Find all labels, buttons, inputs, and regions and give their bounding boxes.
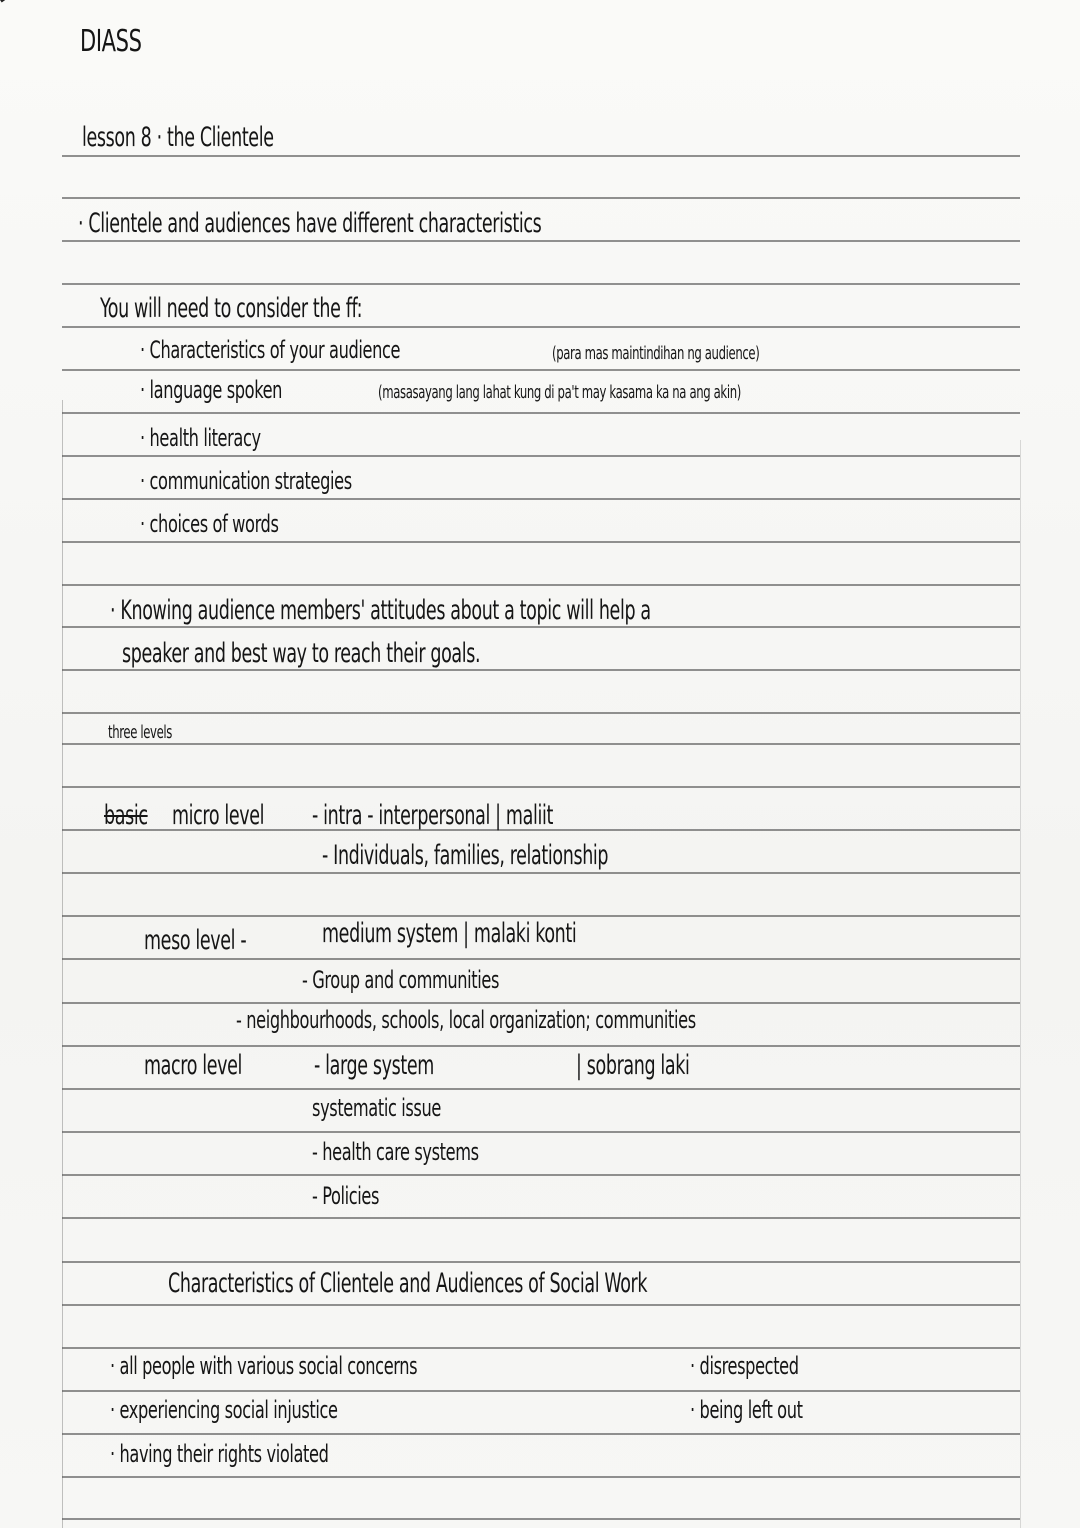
subject-title: DIASS: [80, 24, 142, 59]
characteristic-item: · all people with various social concerns: [110, 1352, 418, 1380]
ruled-line: [62, 626, 1020, 628]
consider-item: · communication strategies: [140, 467, 352, 495]
ruled-line: [62, 1261, 1020, 1263]
ruled-line: [62, 1347, 1020, 1349]
ruled-line: [62, 197, 1020, 199]
meso-level-definition: medium system | malaki konti: [322, 918, 577, 949]
meso-level-detail: - neighbourhoods, schools, local organization; communities: [236, 1006, 696, 1034]
ruled-line: [62, 743, 1020, 745]
page-edge: [1020, 440, 1021, 1528]
consider-intro: You will need to consider the ff:: [100, 293, 363, 324]
macro-level-label: macro level: [144, 1050, 243, 1081]
note-knowing-audience-line2: speaker and best way to reach their goals.: [122, 638, 481, 669]
characteristic-item: · being left out: [690, 1396, 803, 1424]
micro-level-detail: - Individuals, families, relationship: [322, 840, 609, 871]
ruled-line: [62, 155, 1020, 157]
ruled-line: [62, 283, 1020, 285]
consider-item: · health literacy: [140, 424, 261, 452]
ruled-line: [62, 1002, 1020, 1004]
ruled-line: [62, 541, 1020, 543]
ruled-line: [62, 326, 1020, 328]
levels-heading: three levels: [108, 722, 173, 743]
ruled-line: [62, 786, 1020, 788]
ruled-line: [62, 958, 1020, 960]
consider-item: · language spoken: [140, 376, 283, 404]
ruled-line: [62, 1433, 1020, 1435]
meso-level-label: meso level -: [144, 925, 247, 956]
macro-level-detail: - health care systems: [312, 1138, 479, 1166]
ruled-line: [62, 1518, 1020, 1520]
ruled-line: [62, 915, 1020, 917]
macro-level-detail: systematic issue: [312, 1094, 441, 1122]
ruled-line: [62, 1131, 1020, 1133]
ruled-line: [62, 872, 1020, 874]
ruled-line: [62, 1088, 1020, 1090]
consider-item-note: (masasayang lang lahat kung di pa't may kasama ka na ang akin): [378, 382, 741, 403]
micro-level-label: micro level: [172, 800, 265, 831]
ruled-line: [62, 1390, 1020, 1392]
note-knowing-audience-line1: · Knowing audience members' attitudes about a topic will help a: [110, 595, 651, 626]
margin-line: [62, 400, 63, 1528]
consider-item-note: (para mas maintindihan ng audience): [552, 343, 760, 364]
ruled-line: [62, 240, 1020, 242]
corner-mark: [0, 0, 21, 14]
ruled-line: [62, 1174, 1020, 1176]
macro-level-detail: - Policies: [312, 1182, 380, 1210]
ruled-line: [62, 712, 1020, 714]
ruled-line: [62, 669, 1020, 671]
ruled-line: [62, 498, 1020, 500]
micro-level-definition: - intra - interpersonal | maliit: [312, 800, 553, 831]
characteristic-item: · disrespected: [690, 1352, 799, 1380]
lesson-title: lesson 8 · the Clientele: [82, 122, 274, 153]
note-clientele-characteristics: · Clientele and audiences have different characteristics: [78, 208, 542, 239]
ruled-line: [62, 584, 1020, 586]
ruled-line: [62, 1476, 1020, 1478]
ruled-line: [62, 1304, 1020, 1306]
consider-item: · choices of words: [140, 510, 279, 538]
ruled-line: [62, 412, 1020, 414]
meso-level-detail: - Group and communities: [302, 966, 500, 994]
consider-item: · Characteristics of your audience: [140, 336, 401, 364]
struck-word: basic: [104, 800, 148, 831]
macro-level-definition: - large system: [314, 1050, 434, 1081]
characteristic-item: · having their rights violated: [110, 1440, 329, 1468]
ruled-line: [62, 455, 1020, 457]
ruled-line: [62, 1045, 1020, 1047]
characteristic-item: · experiencing social injustice: [110, 1396, 338, 1424]
macro-level-tag: | sobrang laki: [576, 1050, 690, 1081]
ruled-line: [62, 369, 1020, 371]
ruled-line: [62, 1217, 1020, 1219]
characteristics-heading: Characteristics of Clientele and Audiences of Social Work: [168, 1268, 648, 1299]
